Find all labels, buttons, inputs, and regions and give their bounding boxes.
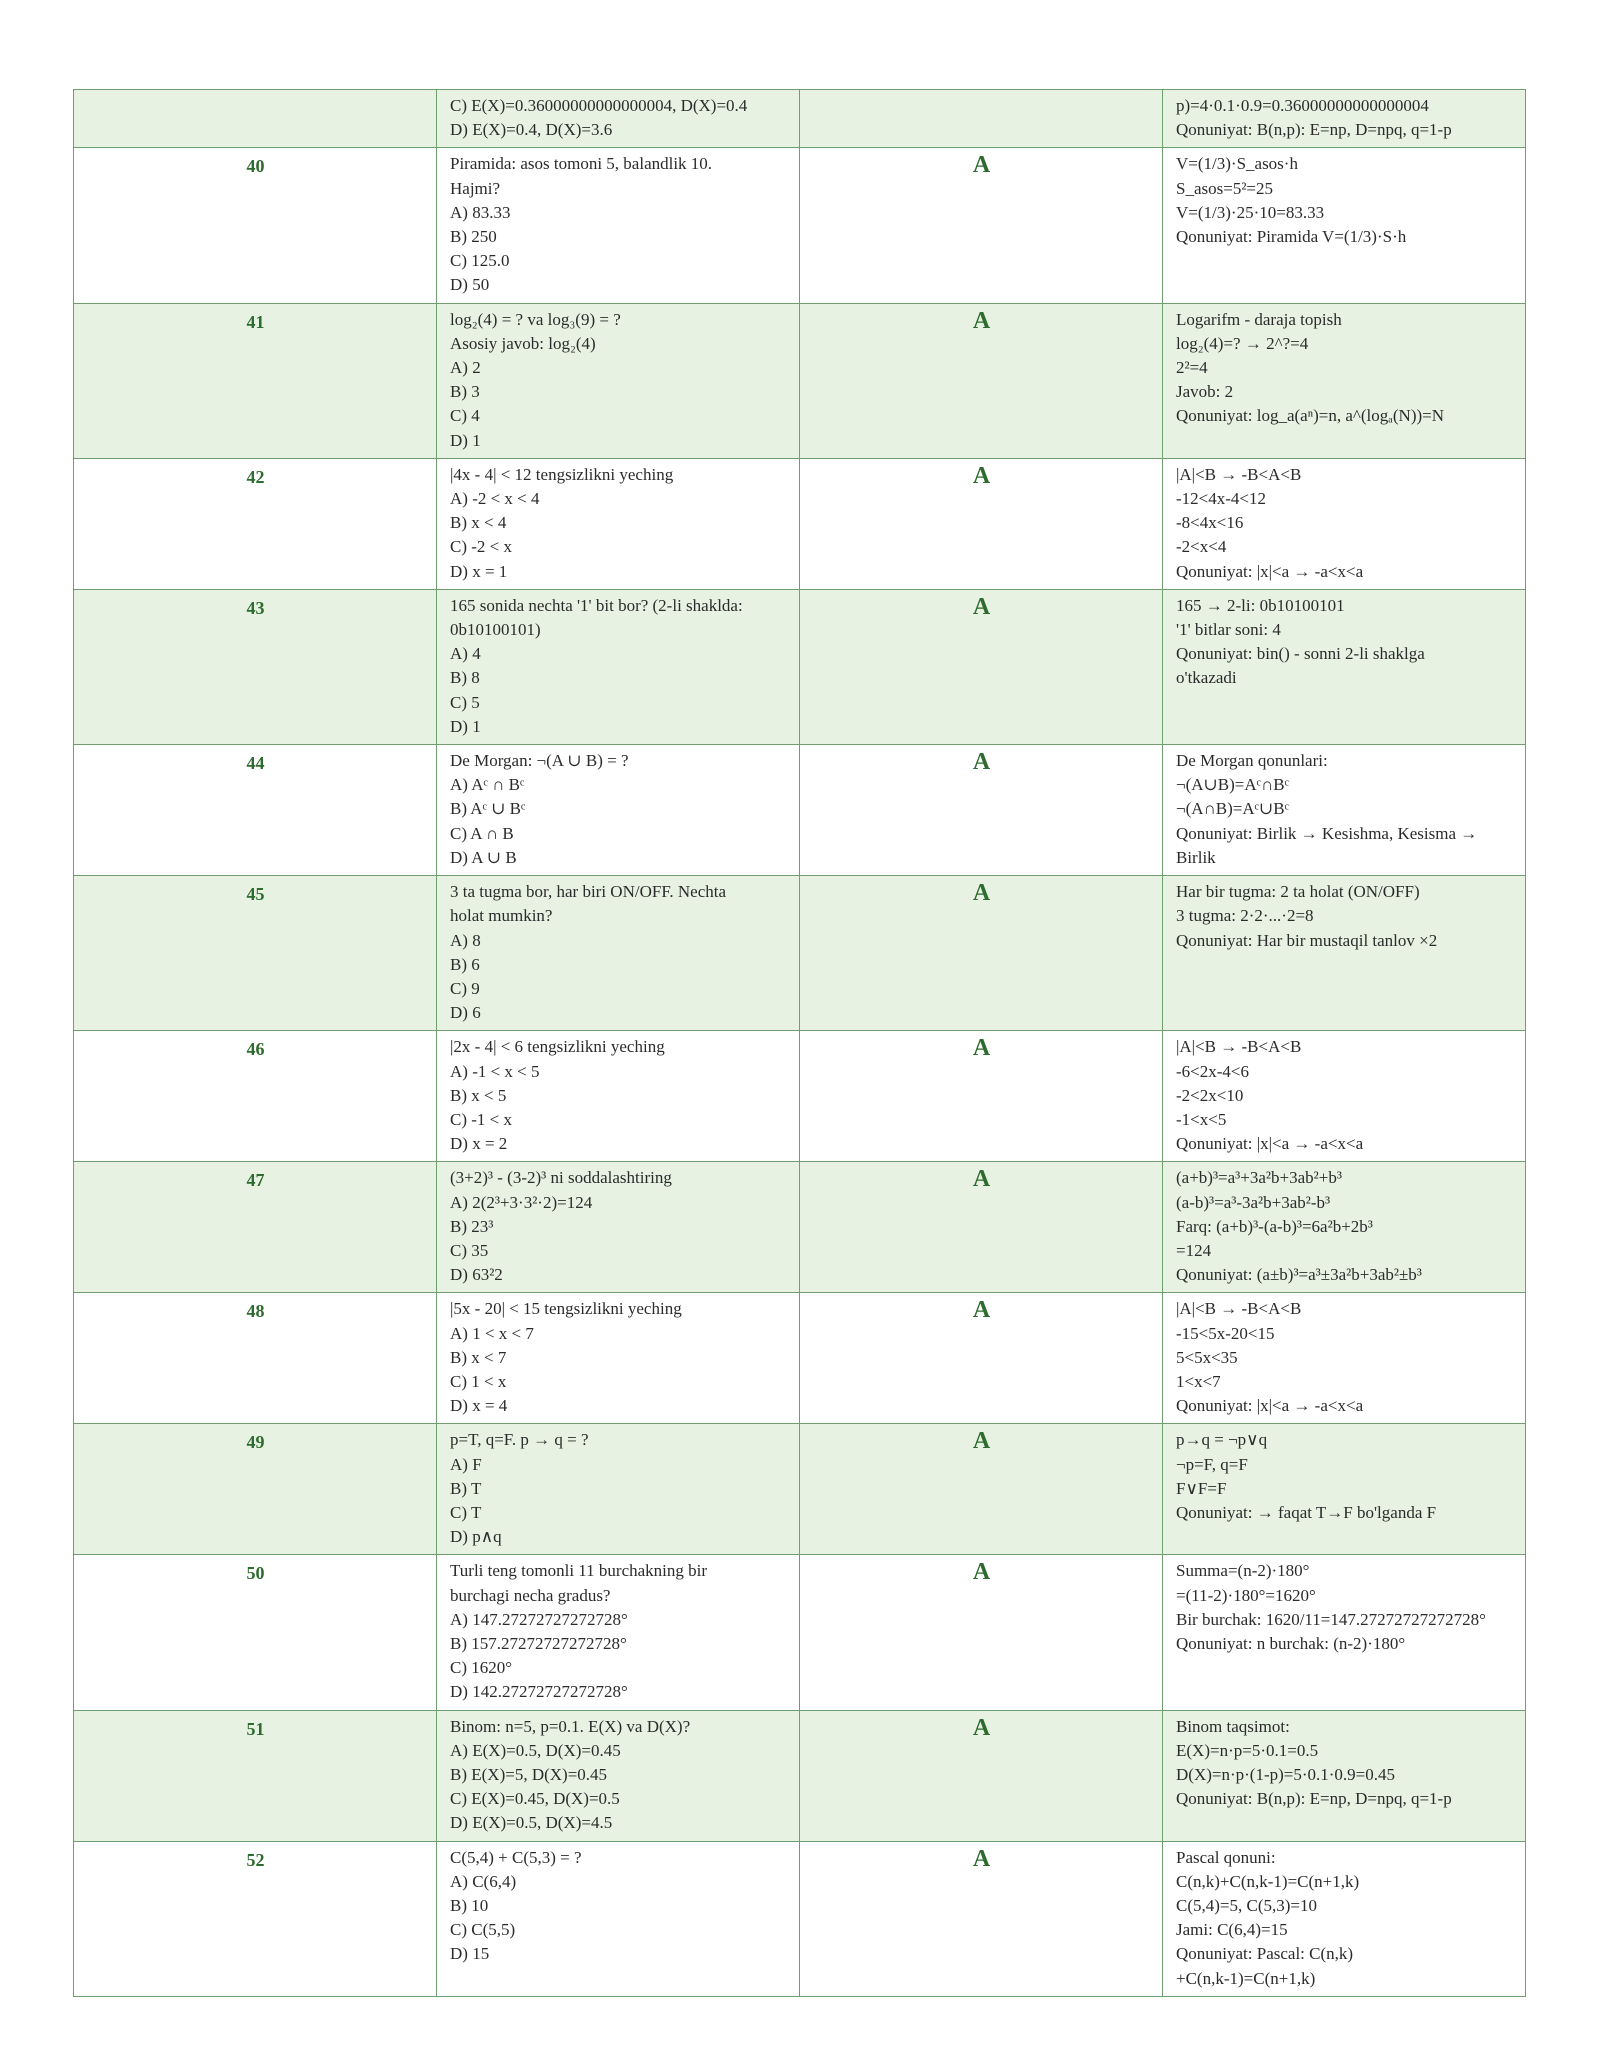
question-line: (3+2)³ - (3-2)³ ni soddalashtiring [450,1168,672,1188]
question-line: C) 9 [450,978,480,998]
explanation-line: Summa=(n-2)·180° [1176,1561,1310,1581]
explanation-text [1163,745,1526,876]
question-line: B) 6 [450,954,480,974]
question-line: Asosiy javob: log₂(4) [450,333,596,353]
question-line: D) 6 [450,1003,481,1023]
table-row [74,1555,1526,1710]
correct-answer: A [800,458,1163,589]
correct-answer: A [800,1293,1163,1424]
question-line: A) 147.27272727272728° [450,1609,628,1629]
question-line: C) 5 [450,692,480,712]
explanation-line: 2²=4 [1176,358,1208,378]
question-line: C) C(5,5) [450,1920,516,1940]
question-line: Binom: n=5, p=0.1. E(X) va D(X)? [450,1716,691,1736]
question-text [437,1841,800,1996]
explanation-line: 5<5x<35 [1176,1347,1238,1367]
question-text [437,876,800,1031]
question-text [437,303,800,458]
explanation-line: C(n,k)+C(n,k-1)=C(n+1,k) [1176,1871,1360,1891]
table-row [74,1293,1526,1424]
explanation-line: D(X)=n·p·(1-p)=5·0.1·0.9=0.45 [1176,1765,1396,1784]
explanation-text [1163,458,1526,589]
question-line: D) 63²2 [450,1265,503,1285]
explanation-line: |A|<B → -B<A<B [1176,1299,1302,1319]
question-line: A) F [450,1454,482,1474]
correct-answer: A [800,1555,1163,1710]
question-text [437,1424,800,1555]
explanation-text [1163,90,1526,148]
question-line: A) 1 < x < 7 [450,1323,534,1343]
question-line: A) 4 [450,644,481,664]
explanation-line: '1' bitlar soni: 4 [1176,620,1281,640]
explanation-text [1163,1841,1526,1996]
correct-answer: A [800,589,1163,744]
table-row [74,148,1526,303]
explanation-line: p)=4·0.1·0.9=0.36000000000000004 [1176,96,1429,115]
question-line: C) 125.0 [450,251,510,271]
question-line: D) p∧q [450,1527,502,1547]
question-text [437,458,800,589]
question-line: holat mumkin? [450,906,553,926]
table-row [74,303,1526,458]
question-line: D) E(X)=0.4, D(X)=3.6 [450,120,613,140]
table-row [74,1710,1526,1841]
question-line: C) E(X)=0.45, D(X)=0.5 [450,1789,620,1809]
table-row [74,876,1526,1031]
explanation-line: Har bir tugma: 2 ta holat (ON/OFF) [1176,882,1420,902]
table-row [74,1424,1526,1555]
correct-answer: A [800,1841,1163,1996]
question-line: Piramida: asos tomoni 5, balandlik 10. [450,154,713,174]
question-line: C) A ∩ B [450,823,514,843]
question-number: 40 [74,148,437,303]
question-line: B) x < 5 [450,1085,507,1105]
explanation-line: C(5,4)=5, C(5,3)=10 [1176,1896,1317,1916]
question-text [437,1293,800,1424]
question-number: 48 [74,1293,437,1424]
explanation-text [1163,303,1526,458]
explanation-line: Pascal qonuni: [1176,1847,1276,1867]
table-row [74,458,1526,589]
explanation-line: V=(1/3)·S_asos·h [1176,154,1298,174]
question-number: 46 [74,1031,437,1162]
explanation-line: Qonuniyat: n burchak: (n-2)·180° [1176,1633,1406,1653]
explanation-text [1163,1293,1526,1424]
question-number: 52 [74,1841,437,1996]
question-line: A) 8 [450,930,481,950]
question-line: B) 23³ [450,1216,494,1236]
explanation-text [1163,1424,1526,1555]
correct-answer: A [800,1710,1163,1841]
question-line: 165 sonida nechta '1' bit bor? (2-li shaklda: [450,595,743,615]
explanation-line: -1<x<5 [1176,1109,1227,1129]
table-row [74,589,1526,744]
question-text [437,1710,800,1841]
explanation-line: Qonuniyat: Pascal: C(n,k) [1176,1944,1354,1964]
question-line: D) 50 [450,275,490,295]
question-line: D) 1 [450,716,481,736]
question-line: D) E(X)=0.5, D(X)=4.5 [450,1813,613,1833]
correct-answer: A [800,303,1163,458]
explanation-line: -6<2x-4<6 [1176,1061,1249,1081]
question-line: A) 83.33 [450,202,511,222]
question-line: D) x = 4 [450,1396,508,1416]
explanation-line: Farq: (a+b)³-(a-b)³=6a²b+2b³ [1176,1216,1373,1236]
question-line: C) 4 [450,406,480,426]
explanation-line: -8<4x<16 [1176,513,1244,533]
question-line: A) -1 < x < 5 [450,1061,540,1081]
question-line: B) Aᶜ ∪ Bᶜ [450,799,526,819]
question-line: burchagi necha gradus? [450,1585,611,1605]
explanation-line: V=(1/3)·25·10=83.33 [1176,202,1325,222]
question-line: De Morgan: ¬(A ∪ B) = ? [450,751,629,771]
explanation-line: Qonuniyat: Piramida V=(1/3)·S·h [1176,227,1407,247]
explanation-line: -12<4x-4<12 [1176,489,1266,509]
question-text [437,1162,800,1293]
question-line: C) E(X)=0.36000000000000004, D(X)=0.4 [450,96,748,115]
question-line: C(5,4) + C(5,3) = ? [450,1847,582,1867]
question-number: 47 [74,1162,437,1293]
explanation-line: Javob: 2 [1176,382,1234,402]
table-row [74,1841,1526,1996]
question-line: 3 ta tugma bor, har biri ON/OFF. Nechta [450,882,727,902]
question-line: B) 3 [450,382,480,402]
table-row [74,745,1526,876]
explanation-line: De Morgan qonunlari: [1176,751,1328,771]
question-line: C) -2 < x [450,537,512,557]
question-line: 0b10100101) [450,620,541,640]
question-line: D) 142.27272727272728° [450,1682,628,1702]
question-text [437,148,800,303]
question-number: 51 [74,1710,437,1841]
correct-answer: A [800,1031,1163,1162]
question-line: B) 157.27272727272728° [450,1633,627,1653]
explanation-text [1163,589,1526,744]
explanation-line: =124 [1176,1240,1212,1260]
question-text [437,745,800,876]
explanation-line: Qonuniyat: |x|<a → -a<x<a [1176,1396,1364,1416]
question-line: C) 1 < x [450,1371,507,1391]
explanation-line: log₂(4)=? → 2^?=4 [1176,333,1309,353]
explanation-line: 165 → 2-li: 0b10100101 [1176,595,1345,615]
question-line: A) 2 [450,358,481,378]
question-line: D) A ∪ B [450,847,517,867]
question-text [437,90,800,148]
explanation-line: Binom taqsimot: [1176,1716,1290,1736]
question-line: B) 10 [450,1896,489,1916]
answer-table-body [74,90,1526,1997]
explanation-line: ¬(A∩B)=Aᶜ∪Bᶜ [1176,799,1289,819]
correct-answer: A [800,876,1163,1031]
explanation-line: -2<x<4 [1176,537,1227,557]
question-line: D) x = 2 [450,1134,508,1154]
question-number: 49 [74,1424,437,1555]
correct-answer: A [800,745,1163,876]
explanation-text [1163,1162,1526,1293]
explanation-line: Qonuniyat: B(n,p): E=np, D=npq, q=1-p [1176,1789,1452,1809]
question-line: A) E(X)=0.5, D(X)=0.45 [450,1740,621,1760]
explanation-line: Qonuniyat: (a±b)³=a³±3a²b+3ab²±b³ [1176,1265,1422,1285]
question-line: A) -2 < x < 4 [450,489,540,509]
explanation-line: 3 tugma: 2·2·...·2=8 [1176,906,1314,926]
explanation-line: F∨F=F [1176,1478,1227,1498]
explanation-line: 1<x<7 [1176,1371,1221,1391]
explanation-line: o'tkazadi [1176,668,1237,688]
question-line: p=T, q=F. p → q = ? [450,1430,589,1450]
explanation-line: Birlik [1176,847,1216,867]
explanation-text [1163,1555,1526,1710]
explanation-line: +C(n,k-1)=C(n+1,k) [1176,1968,1316,1988]
question-number: 42 [74,458,437,589]
explanation-line: ¬(A∪B)=Aᶜ∩Bᶜ [1176,775,1289,795]
question-line: B) x < 4 [450,513,507,533]
table-row [74,1031,1526,1162]
question-line: D) 1 [450,430,481,450]
question-text [437,589,800,744]
question-line: B) x < 7 [450,1347,507,1367]
explanation-line: Jami: C(6,4)=15 [1176,1920,1288,1940]
question-text [437,1031,800,1162]
explanation-line: =(11-2)·180°=1620° [1176,1585,1316,1605]
correct-answer: A [800,148,1163,303]
question-line: A) 2(2³+3·3²·2)=124 [450,1192,593,1212]
question-line: C) T [450,1502,482,1522]
explanation-line: ¬p=F, q=F [1176,1454,1248,1474]
question-line: A) Aᶜ ∩ Bᶜ [450,775,525,795]
explanation-line: (a-b)³=a³-3a²b+3ab²-b³ [1176,1192,1331,1212]
explanation-line: S_asos=5²=25 [1176,178,1274,198]
question-line: |4x - 4| < 12 tengsizlikni yeching [450,464,674,484]
question-line: B) 8 [450,668,480,688]
question-number: 43 [74,589,437,744]
question-line: |5x - 20| < 15 tengsizlikni yeching [450,1299,682,1319]
explanation-line: (a+b)³=a³+3a²b+3ab²+b³ [1176,1168,1342,1188]
explanation-line: Logarifm - daraja topish [1176,309,1342,329]
explanation-text [1163,1710,1526,1841]
question-line: B) T [450,1478,482,1498]
explanation-line: Qonuniyat: |x|<a → -a<x<a [1176,561,1364,581]
question-line: log₂(4) = ? va log₃(9) = ? [450,309,621,329]
explanation-line: E(X)=n·p=5·0.1=0.5 [1176,1740,1319,1760]
explanation-line: Qonuniyat: bin() - sonni 2-li shaklga [1176,644,1425,664]
correct-answer: A [800,1424,1163,1555]
question-line: B) 250 [450,227,497,247]
table-row [74,1162,1526,1293]
explanation-line: Qonuniyat: B(n,p): E=np, D=npq, q=1-p [1176,120,1452,140]
question-line: A) C(6,4) [450,1871,517,1891]
explanation-line: -15<5x-20<15 [1176,1323,1275,1343]
question-line: |2x - 4| < 6 tengsizlikni yeching [450,1037,665,1057]
explanation-line: |A|<B → -B<A<B [1176,1037,1302,1057]
explanation-line: Qonuniyat: → faqat T→F bo'lganda F [1176,1502,1437,1522]
explanation-line: Qonuniyat: Birlik → Kesishma, Kesisma → [1176,823,1478,843]
question-line: Hajmi? [450,178,501,198]
question-number: 44 [74,745,437,876]
question-number: 50 [74,1555,437,1710]
explanation-text [1163,876,1526,1031]
explanation-line: -2<2x<10 [1176,1085,1244,1105]
explanation-text [1163,148,1526,303]
question-text [437,1555,800,1710]
question-line: B) E(X)=5, D(X)=0.45 [450,1765,608,1784]
question-line: Turli teng tomonli 11 burchakning bir [450,1561,708,1581]
correct-answer: A [800,1162,1163,1293]
question-number: 41 [74,303,437,458]
explanation-line: Qonuniyat: |x|<a → -a<x<a [1176,1134,1364,1154]
question-line: C) 35 [450,1240,489,1260]
question-line: D) 15 [450,1944,490,1964]
explanation-line: Qonuniyat: Har bir mustaqil tanlov ×2 [1176,930,1438,950]
question-line: C) 1620° [450,1658,513,1678]
explanation-line: p→q = ¬p∨q [1176,1430,1268,1450]
correct-answer [800,90,1163,148]
table-row [74,90,1526,148]
explanation-text [1163,1031,1526,1162]
question-line: C) -1 < x [450,1109,512,1129]
explanation-line: Qonuniyat: log_a(aⁿ)=n, a^(logₐ(N))=N [1176,406,1444,426]
answer-table [73,89,1526,1997]
question-number [74,90,437,148]
question-number: 45 [74,876,437,1031]
explanation-line: Bir burchak: 1620/11=147.27272727272728° [1176,1609,1486,1629]
explanation-line: |A|<B → -B<A<B [1176,464,1302,484]
question-line: D) x = 1 [450,561,508,581]
